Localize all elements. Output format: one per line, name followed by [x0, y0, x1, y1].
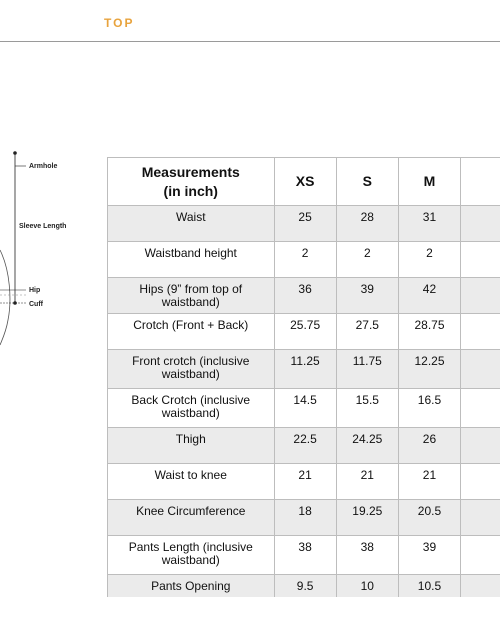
cell-value: 27.5	[336, 314, 398, 350]
size-header-s: S	[336, 158, 398, 206]
cell-value	[461, 575, 500, 598]
table-row	[108, 278, 500, 314]
row-label: Knee Circumference	[108, 500, 275, 536]
cell-value: 2	[336, 242, 398, 278]
row-label: Thigh	[108, 428, 275, 464]
cell-value	[461, 428, 500, 464]
cell-value: 28	[336, 206, 398, 242]
size-chart-table	[107, 157, 500, 597]
size-header-next	[461, 158, 500, 206]
cell-value	[461, 278, 500, 314]
cell-value: 25.75	[274, 314, 336, 350]
cuff-label: Cuff	[29, 301, 43, 308]
cell-value: 9.5	[274, 575, 336, 598]
row-label: Waist to knee	[108, 464, 275, 500]
table-header-row	[108, 158, 500, 206]
table-row	[108, 464, 500, 500]
table-row	[108, 575, 500, 598]
cell-value: 38	[336, 536, 398, 575]
table-row	[108, 350, 500, 389]
table-row	[108, 428, 500, 464]
row-label: Waist	[108, 206, 275, 242]
row-label: Front crotch (inclusive waistband)	[108, 350, 275, 389]
cell-value: 31	[398, 206, 460, 242]
cell-value: 12.25	[398, 350, 460, 389]
cell-value	[461, 314, 500, 350]
sleeve-length-label: Sleeve Length	[19, 223, 67, 230]
table-row	[108, 536, 500, 575]
row-label: Pants Opening	[108, 575, 275, 598]
cell-value	[461, 242, 500, 278]
armhole-label: Armhole	[29, 163, 58, 170]
cell-value: 11.25	[274, 350, 336, 389]
cell-value: 18	[274, 500, 336, 536]
table-row	[108, 242, 500, 278]
cell-value: 39	[336, 278, 398, 314]
cell-value: 20.5	[398, 500, 460, 536]
cell-value: 26	[398, 428, 460, 464]
cell-value: 10	[336, 575, 398, 598]
cell-value: 22.5	[274, 428, 336, 464]
size-chart-wrapper	[107, 157, 500, 597]
cell-value: 42	[398, 278, 460, 314]
cell-value: 21	[398, 464, 460, 500]
cell-value: 15.5	[336, 389, 398, 428]
table-row	[108, 389, 500, 428]
tab-top[interactable]: TOP	[104, 16, 135, 30]
row-label: Pants Length (inclusive waistband)	[108, 536, 275, 575]
cell-value: 2	[398, 242, 460, 278]
cell-value	[461, 464, 500, 500]
cell-value	[461, 206, 500, 242]
cell-value: 39	[398, 536, 460, 575]
size-header-xs: XS	[274, 158, 336, 206]
garment-outline	[0, 250, 10, 345]
table-row	[108, 206, 500, 242]
cell-value: 2	[274, 242, 336, 278]
table-row	[108, 500, 500, 536]
armhole-dot	[13, 151, 17, 155]
cell-value: 38	[274, 536, 336, 575]
row-label: Crotch (Front + Back)	[108, 314, 275, 350]
cell-value	[461, 500, 500, 536]
cell-value: 19.25	[336, 500, 398, 536]
row-label: Back Crotch (inclusive waistband)	[108, 389, 275, 428]
cell-value: 16.5	[398, 389, 460, 428]
cell-value: 10.5	[398, 575, 460, 598]
row-label: Hips (9” from top of waistband)	[108, 278, 275, 314]
garment-measurement-diagram	[0, 140, 105, 360]
cell-value: 24.25	[336, 428, 398, 464]
cell-value: 28.75	[398, 314, 460, 350]
cell-value: 21	[336, 464, 398, 500]
size-header-m: M	[398, 158, 460, 206]
cell-value: 14.5	[274, 389, 336, 428]
cell-value: 21	[274, 464, 336, 500]
hip-label: Hip	[29, 287, 41, 294]
row-label: Waistband height	[108, 242, 275, 278]
cell-value: 25	[274, 206, 336, 242]
cell-value: 36	[274, 278, 336, 314]
table-row	[108, 314, 500, 350]
cell-value	[461, 536, 500, 575]
cell-value	[461, 389, 500, 428]
cell-value	[461, 350, 500, 389]
table-header-label: Measurements (in inch)	[108, 158, 275, 206]
cell-value: 11.75	[336, 350, 398, 389]
header-divider	[0, 41, 500, 42]
